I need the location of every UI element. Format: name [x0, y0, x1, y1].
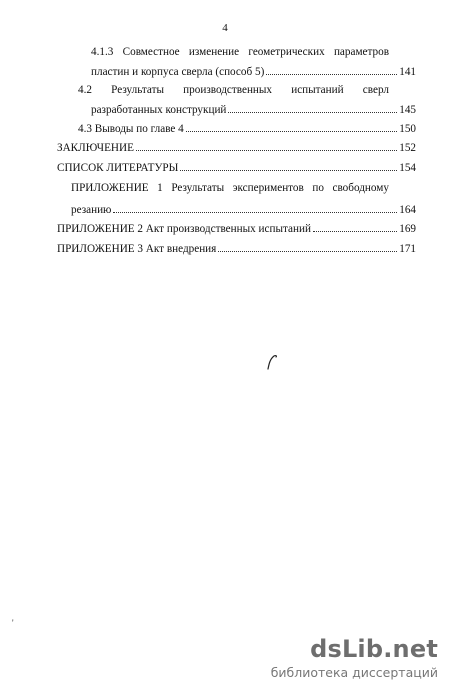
toc-page-number: 171	[399, 243, 416, 255]
toc-word: Совместное	[122, 46, 180, 58]
toc-word: свободному	[332, 182, 389, 194]
toc-entry-appendix-3	[57, 241, 416, 256]
watermark-title: dsLib.net	[310, 635, 438, 663]
toc-entry-references	[57, 160, 416, 175]
toc-page-number: 150	[399, 123, 416, 135]
dot-leader	[113, 202, 397, 213]
toc-word: изменение	[188, 46, 240, 58]
toc-entry-conclusion	[57, 140, 416, 155]
dot-leader	[186, 121, 397, 132]
pen-mark	[262, 350, 282, 372]
toc-entry-appendix-1-line1	[71, 181, 389, 195]
toc-entry-4-2-line2	[91, 102, 416, 117]
toc-page-number: 164	[399, 204, 416, 216]
page-number: 4	[222, 22, 228, 34]
toc-entry-4-1-3-line1	[91, 45, 389, 59]
dot-leader	[228, 102, 397, 113]
dot-leader	[136, 140, 397, 151]
toc-entry-4-2-line1	[78, 83, 389, 97]
dot-leader	[313, 221, 397, 232]
toc-word: 4.2	[78, 84, 92, 96]
toc-word: ПРИЛОЖЕНИЕ	[71, 182, 149, 194]
watermark-subtitle: библиотека диссертаций	[270, 665, 438, 680]
toc-word: Результаты	[171, 182, 225, 194]
toc-word: сверл	[362, 84, 389, 96]
toc-entry-text: резанию	[71, 204, 112, 216]
toc-word: Результаты	[111, 84, 164, 96]
dot-leader	[218, 241, 397, 252]
toc-entry-4-1-3-line2	[91, 64, 416, 79]
toc-entry-text: ПРИЛОЖЕНИЕ 3 Акт внедрения	[57, 243, 217, 255]
toc-entry-text: разработанных конструкций	[91, 104, 227, 116]
toc-entry-appendix-2	[57, 221, 416, 236]
toc-entry-text: ПРИЛОЖЕНИЕ 2 Акт производственных испытаний	[57, 223, 311, 235]
toc-entry-appendix-1-line2	[71, 202, 416, 217]
margin-mark: '	[12, 618, 14, 628]
toc-word: параметров	[333, 46, 389, 58]
toc-word: геометрических	[248, 46, 325, 58]
toc-entry-text: ЗАКЛЮЧЕНИЕ	[57, 142, 134, 154]
toc-word: производственных	[183, 84, 273, 96]
toc-word: экспериментов	[232, 182, 304, 194]
toc-entry-text: пластин и корпуса сверла (способ 5)	[91, 66, 265, 78]
toc-word: по	[312, 182, 324, 194]
toc-page-number: 145	[399, 104, 416, 116]
toc-entry-text: 4.3 Выводы по главе 4	[78, 123, 184, 135]
toc-entry-4-3	[78, 121, 416, 136]
toc-word: испытаний	[291, 84, 344, 96]
toc-word: 1	[157, 182, 163, 194]
toc-page-number: 141	[399, 66, 416, 78]
dot-leader	[266, 64, 397, 75]
dot-leader	[180, 160, 397, 171]
toc-page-number: 169	[399, 223, 416, 235]
toc-page-number: 152	[399, 142, 416, 154]
toc-page-number: 154	[399, 162, 416, 174]
toc-word: 4.1.3	[91, 46, 114, 58]
watermark-logo	[271, 637, 438, 680]
toc-entry-text: СПИСОК ЛИТЕРАТУРЫ	[57, 162, 179, 174]
table-of-contents	[0, 0, 450, 300]
